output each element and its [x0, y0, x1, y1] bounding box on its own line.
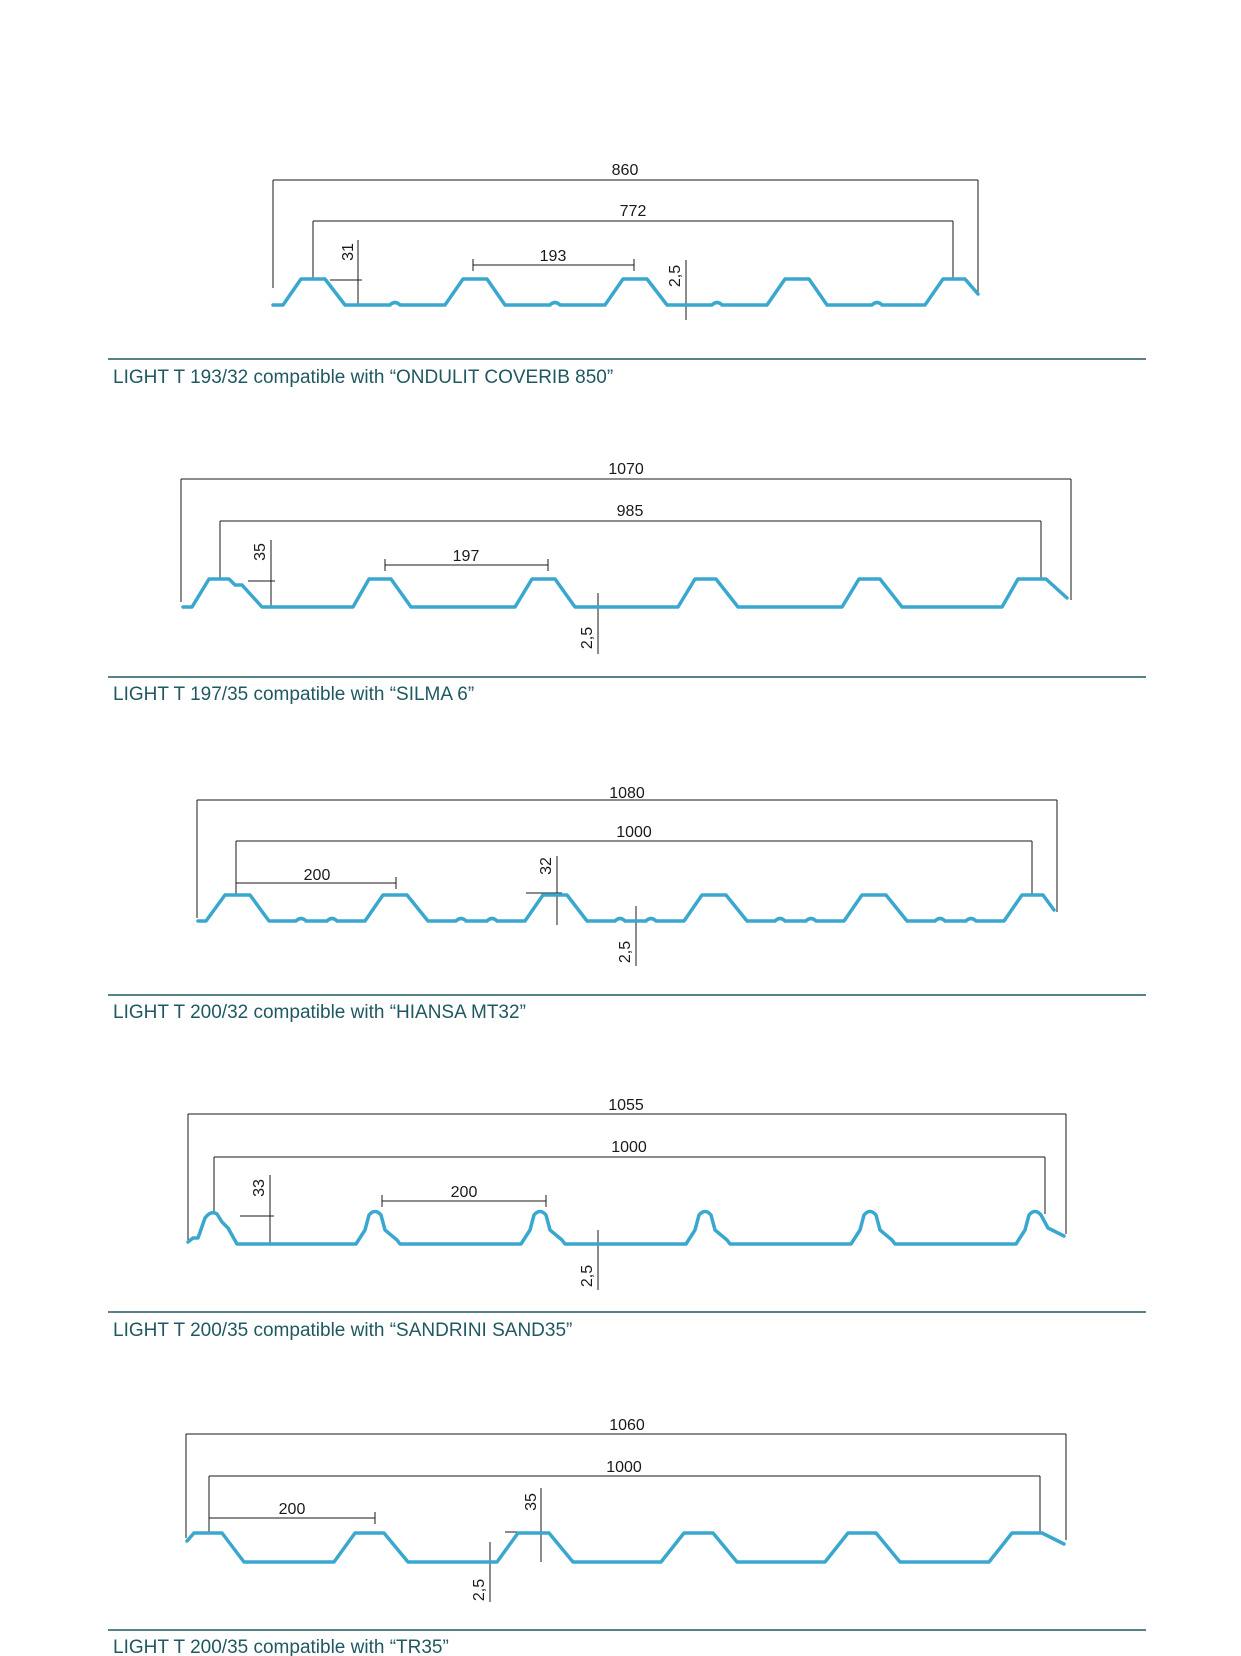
useful-width-label: 1000: [611, 1139, 647, 1156]
thickness-label: 2,5: [579, 1264, 596, 1288]
profile-caption: LIGHT T 200/32 compatible with “HIANSA MT32”: [113, 1002, 526, 1023]
useful-width-label: 1000: [606, 1459, 642, 1476]
rib-height-label: 33: [251, 1179, 268, 1197]
useful-width-label: 1000: [616, 824, 652, 841]
sheet-profile-line: [188, 1212, 1064, 1245]
pitch-label: 193: [539, 248, 567, 265]
sheet-profile-line: [183, 579, 1067, 607]
profile-caption: LIGHT T 193/32 compatible with “ONDULIT COVERIB 850”: [113, 367, 614, 388]
pitch-label: 200: [278, 1501, 306, 1518]
overall-width-label: 1070: [608, 461, 644, 478]
pitch-label: 197: [452, 548, 480, 565]
sheet-profile-line: [198, 895, 1054, 921]
useful-width-label: 772: [619, 203, 647, 220]
rib-height-label: 31: [340, 243, 357, 261]
sheet-profile-line: [187, 1533, 1064, 1562]
useful-width-label: 985: [616, 503, 644, 520]
overall-width-label: 1055: [608, 1097, 644, 1114]
rib-height-label: 35: [523, 1493, 540, 1511]
thickness-label: 2,5: [471, 1578, 488, 1602]
overall-width-label: 1060: [609, 1417, 645, 1434]
profile-caption: LIGHT T 200/35 compatible with “SANDRINI SAND35”: [113, 1320, 573, 1341]
profile-caption: LIGHT T 197/35 compatible with “SILMA 6”: [113, 684, 475, 705]
profile-5-drawing: [108, 1417, 1146, 1656]
thickness-label: 2,5: [579, 626, 596, 650]
profile-3-drawing: [108, 785, 1146, 1023]
profile-4-drawing: [108, 1097, 1146, 1341]
dimension-lines: [273, 180, 978, 320]
profile-2-drawing: [108, 461, 1146, 705]
profile-caption: LIGHT T 200/35 compatible with “TR35”: [113, 1637, 449, 1656]
profile-1-drawing: [108, 162, 1146, 388]
overall-width-label: 860: [611, 162, 639, 179]
rib-height-label: 32: [538, 857, 555, 875]
sheet-profile-line: [273, 279, 978, 305]
pitch-label: 200: [450, 1184, 478, 1201]
thickness-label: 2,5: [617, 940, 634, 964]
overall-width-label: 1080: [609, 785, 645, 802]
pitch-label: 200: [303, 867, 331, 884]
thickness-label: 2,5: [667, 264, 684, 288]
rib-height-label: 35: [252, 543, 269, 561]
